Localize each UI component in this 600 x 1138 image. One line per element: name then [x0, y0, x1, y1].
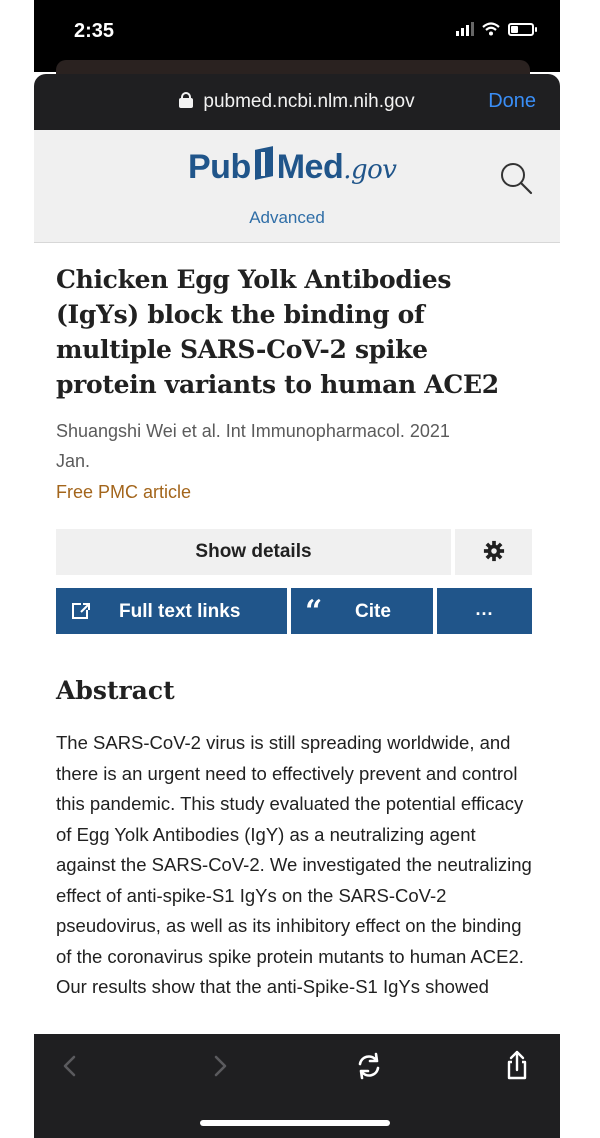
article-header	[56, 262, 536, 503]
search-icon[interactable]	[498, 160, 534, 196]
signal-icon	[456, 22, 474, 36]
logo-pub: Pub	[188, 148, 251, 186]
abstract-heading: Abstract	[56, 676, 175, 705]
status-icons	[456, 22, 534, 36]
more-actions-button[interactable]	[437, 588, 532, 634]
abstract-text: The SARS-CoV-2 virus is still spreading worldwide, and there is an urgent need to effectively prevent and control this pandemic. This study evaluated the potential efficacy of Egg Yolk Antibodies (IgY) as a neutralizing agent against the SARS-CoV-2. We investigated the neutralizing effect of anti-spike-S1 IgYs on the SARS-CoV-2 pseudovirus, as well as its inhibitory effect on the binding of the coronavirus spike protein mutants to human ACE2. Our results show that the anti-Spike-S1 IgYs showed	[56, 732, 532, 997]
full-text-links-label: Full text links	[119, 601, 241, 622]
details-row	[56, 529, 532, 575]
more-label: ...	[475, 599, 494, 619]
screenshot-margin-right	[560, 0, 600, 1138]
full-text-links-button[interactable]	[56, 588, 287, 634]
citation-line-2: Jan.	[56, 451, 91, 471]
cite-button[interactable]	[291, 588, 433, 634]
show-details-button[interactable]: Show details	[56, 529, 451, 575]
article-title: Chicken Egg Yolk Antibodies (IgYs) block the binding of multiple SARS-CoV-2 spike protein variants to human ACE2	[56, 265, 499, 399]
free-pmc-badge: Free PMC article	[56, 482, 192, 502]
cite-label: Cite	[355, 601, 391, 622]
home-indicator[interactable]	[200, 1120, 390, 1126]
external-link-arrow-icon	[79, 602, 91, 614]
action-buttons-row	[56, 588, 532, 634]
browser-url-bar	[34, 74, 560, 130]
book-icon	[251, 148, 277, 182]
share-button[interactable]	[495, 1044, 539, 1088]
share-icon	[495, 1044, 539, 1088]
reload-icon	[347, 1044, 391, 1088]
url-display[interactable]	[34, 91, 560, 113]
citation-line-1: Shuangshi Wei et al. Int Immunopharmacol. 2021	[56, 421, 450, 441]
screenshot-margin-left	[0, 0, 34, 1138]
forward-icon	[198, 1044, 242, 1088]
gear-icon	[483, 540, 505, 562]
pubmed-header	[34, 130, 560, 243]
quote-icon: “	[305, 594, 323, 629]
browser-toolbar	[34, 1034, 560, 1138]
logo-gov: .gov	[343, 155, 397, 185]
pubmed-logo[interactable]	[188, 148, 396, 187]
battery-icon	[508, 23, 534, 36]
logo-med: Med	[276, 148, 344, 186]
back-button[interactable]	[48, 1044, 92, 1088]
lock-icon	[179, 92, 193, 108]
done-button[interactable]: Done	[488, 90, 536, 112]
advanced-search-link[interactable]: Advanced	[249, 208, 325, 227]
display-options-button[interactable]	[455, 529, 532, 575]
url-text: pubmed.ncbi.nlm.nih.gov	[203, 91, 415, 112]
back-icon	[48, 1044, 92, 1088]
wifi-icon	[482, 22, 500, 36]
forward-button[interactable]	[198, 1044, 242, 1088]
status-time: 2:35	[74, 20, 115, 42]
reload-button[interactable]	[347, 1044, 391, 1088]
article-citation	[56, 416, 536, 476]
phone-screen	[34, 0, 560, 1138]
